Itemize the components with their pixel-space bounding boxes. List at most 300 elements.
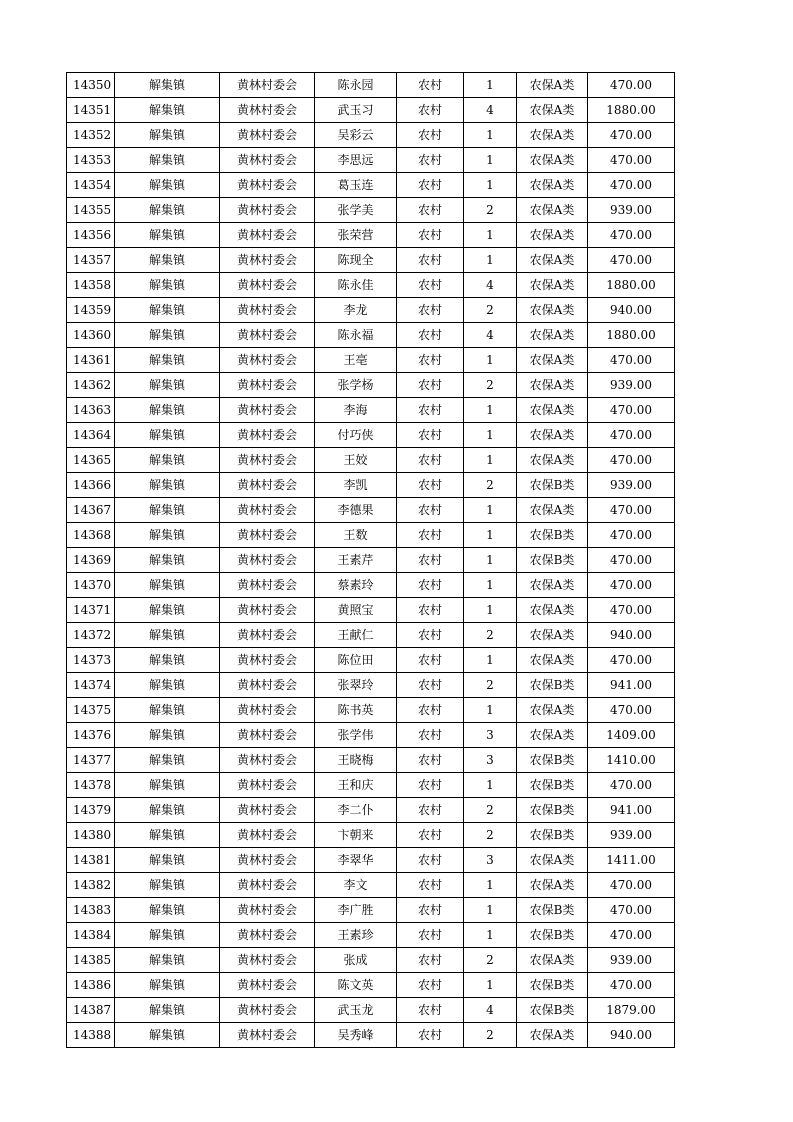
count-cell: 1	[464, 73, 517, 98]
name-cell: 陈位田	[315, 648, 397, 673]
village-cell: 黄林村委会	[220, 748, 315, 773]
town-cell: 解集镇	[115, 298, 220, 323]
category-cell: 农保B类	[517, 798, 588, 823]
row-number-cell: 14351	[67, 98, 115, 123]
amount-cell: 940.00	[588, 1023, 675, 1048]
count-cell: 2	[464, 373, 517, 398]
table-row	[67, 698, 675, 723]
type-cell: 农村	[397, 848, 464, 873]
amount-cell: 939.00	[588, 948, 675, 973]
category-cell: 农保A类	[517, 248, 588, 273]
town-cell: 解集镇	[115, 923, 220, 948]
table-row	[67, 398, 675, 423]
name-cell: 吴彩云	[315, 123, 397, 148]
name-cell: 张成	[315, 948, 397, 973]
table-row	[67, 823, 675, 848]
row-number-cell: 14363	[67, 398, 115, 423]
count-cell: 1	[464, 398, 517, 423]
table-row	[67, 298, 675, 323]
category-cell: 农保A类	[517, 498, 588, 523]
table-row	[67, 873, 675, 898]
town-cell: 解集镇	[115, 448, 220, 473]
amount-cell: 470.00	[588, 698, 675, 723]
amount-cell: 470.00	[588, 348, 675, 373]
village-cell: 黄林村委会	[220, 623, 315, 648]
table-row	[67, 998, 675, 1023]
count-cell: 3	[464, 723, 517, 748]
type-cell: 农村	[397, 548, 464, 573]
category-cell: 农保A类	[517, 598, 588, 623]
count-cell: 1	[464, 548, 517, 573]
name-cell: 武玉龙	[315, 998, 397, 1023]
count-cell: 2	[464, 1023, 517, 1048]
count-cell: 1	[464, 773, 517, 798]
row-number-cell: 14374	[67, 673, 115, 698]
town-cell: 解集镇	[115, 798, 220, 823]
category-cell: 农保A类	[517, 448, 588, 473]
type-cell: 农村	[397, 748, 464, 773]
count-cell: 4	[464, 98, 517, 123]
town-cell: 解集镇	[115, 548, 220, 573]
amount-cell: 1411.00	[588, 848, 675, 873]
village-cell: 黄林村委会	[220, 973, 315, 998]
type-cell: 农村	[397, 898, 464, 923]
amount-cell: 470.00	[588, 498, 675, 523]
name-cell: 王姣	[315, 448, 397, 473]
count-cell: 3	[464, 848, 517, 873]
name-cell: 王亳	[315, 348, 397, 373]
village-cell: 黄林村委会	[220, 873, 315, 898]
village-cell: 黄林村委会	[220, 273, 315, 298]
table-row	[67, 848, 675, 873]
category-cell: 农保A类	[517, 173, 588, 198]
category-cell: 农保A类	[517, 73, 588, 98]
name-cell: 王献仁	[315, 623, 397, 648]
name-cell: 武玉习	[315, 98, 397, 123]
count-cell: 1	[464, 923, 517, 948]
category-cell: 农保B类	[517, 898, 588, 923]
count-cell: 1	[464, 973, 517, 998]
village-cell: 黄林村委会	[220, 923, 315, 948]
name-cell: 李德果	[315, 498, 397, 523]
type-cell: 农村	[397, 223, 464, 248]
category-cell: 农保A类	[517, 573, 588, 598]
count-cell: 1	[464, 123, 517, 148]
count-cell: 1	[464, 148, 517, 173]
amount-cell: 470.00	[588, 573, 675, 598]
table-row	[67, 673, 675, 698]
type-cell: 农村	[397, 598, 464, 623]
row-number-cell: 14364	[67, 423, 115, 448]
table-row	[67, 373, 675, 398]
table-row	[67, 923, 675, 948]
town-cell: 解集镇	[115, 673, 220, 698]
type-cell: 农村	[397, 573, 464, 598]
category-cell: 农保A类	[517, 98, 588, 123]
table-row	[67, 773, 675, 798]
name-cell: 陈文英	[315, 973, 397, 998]
town-cell: 解集镇	[115, 98, 220, 123]
village-cell: 黄林村委会	[220, 948, 315, 973]
row-number-cell: 14379	[67, 798, 115, 823]
amount-cell: 470.00	[588, 523, 675, 548]
amount-cell: 470.00	[588, 73, 675, 98]
town-cell: 解集镇	[115, 1023, 220, 1048]
type-cell: 农村	[397, 673, 464, 698]
row-number-cell: 14358	[67, 273, 115, 298]
village-cell: 黄林村委会	[220, 448, 315, 473]
row-number-cell: 14370	[67, 573, 115, 598]
village-cell: 黄林村委会	[220, 823, 315, 848]
village-cell: 黄林村委会	[220, 398, 315, 423]
village-cell: 黄林村委会	[220, 573, 315, 598]
village-cell: 黄林村委会	[220, 248, 315, 273]
type-cell: 农村	[397, 823, 464, 848]
category-cell: 农保B类	[517, 473, 588, 498]
table-row	[67, 198, 675, 223]
town-cell: 解集镇	[115, 223, 220, 248]
category-cell: 农保A类	[517, 398, 588, 423]
row-number-cell: 14362	[67, 373, 115, 398]
type-cell: 农村	[397, 798, 464, 823]
category-cell: 农保A类	[517, 198, 588, 223]
amount-cell: 941.00	[588, 673, 675, 698]
town-cell: 解集镇	[115, 648, 220, 673]
name-cell: 李广胜	[315, 898, 397, 923]
village-cell: 黄林村委会	[220, 148, 315, 173]
category-cell: 农保B类	[517, 773, 588, 798]
table-row	[67, 723, 675, 748]
row-number-cell: 14385	[67, 948, 115, 973]
amount-cell: 939.00	[588, 198, 675, 223]
village-cell: 黄林村委会	[220, 998, 315, 1023]
amount-cell: 470.00	[588, 898, 675, 923]
count-cell: 1	[464, 248, 517, 273]
row-number-cell: 14360	[67, 323, 115, 348]
amount-cell: 940.00	[588, 623, 675, 648]
name-cell: 王晓梅	[315, 748, 397, 773]
village-cell: 黄林村委会	[220, 898, 315, 923]
row-number-cell: 14381	[67, 848, 115, 873]
category-cell: 农保A类	[517, 348, 588, 373]
village-cell: 黄林村委会	[220, 348, 315, 373]
type-cell: 农村	[397, 998, 464, 1023]
table-row	[67, 623, 675, 648]
town-cell: 解集镇	[115, 773, 220, 798]
type-cell: 农村	[397, 148, 464, 173]
amount-cell: 470.00	[588, 173, 675, 198]
count-cell: 4	[464, 273, 517, 298]
row-number-cell: 14368	[67, 523, 115, 548]
count-cell: 1	[464, 173, 517, 198]
type-cell: 农村	[397, 623, 464, 648]
amount-cell: 939.00	[588, 373, 675, 398]
village-cell: 黄林村委会	[220, 548, 315, 573]
category-cell: 农保A类	[517, 623, 588, 648]
row-number-cell: 14350	[67, 73, 115, 98]
name-cell: 王素芹	[315, 548, 397, 573]
village-cell: 黄林村委会	[220, 423, 315, 448]
type-cell: 农村	[397, 948, 464, 973]
row-number-cell: 14352	[67, 123, 115, 148]
category-cell: 农保B类	[517, 673, 588, 698]
count-cell: 1	[464, 498, 517, 523]
amount-cell: 941.00	[588, 798, 675, 823]
name-cell: 陈永园	[315, 73, 397, 98]
type-cell: 农村	[397, 273, 464, 298]
village-cell: 黄林村委会	[220, 648, 315, 673]
row-number-cell: 14353	[67, 148, 115, 173]
village-cell: 黄林村委会	[220, 473, 315, 498]
village-cell: 黄林村委会	[220, 498, 315, 523]
category-cell: 农保B类	[517, 523, 588, 548]
count-cell: 2	[464, 298, 517, 323]
town-cell: 解集镇	[115, 248, 220, 273]
amount-cell: 470.00	[588, 123, 675, 148]
type-cell: 农村	[397, 1023, 464, 1048]
amount-cell: 470.00	[588, 598, 675, 623]
amount-cell: 1880.00	[588, 98, 675, 123]
amount-cell: 470.00	[588, 423, 675, 448]
count-cell: 2	[464, 673, 517, 698]
table-row	[67, 348, 675, 373]
count-cell: 2	[464, 623, 517, 648]
type-cell: 农村	[397, 98, 464, 123]
table-row	[67, 648, 675, 673]
name-cell: 陈现全	[315, 248, 397, 273]
village-cell: 黄林村委会	[220, 673, 315, 698]
village-cell: 黄林村委会	[220, 698, 315, 723]
name-cell: 李龙	[315, 298, 397, 323]
count-cell: 1	[464, 223, 517, 248]
amount-cell: 470.00	[588, 248, 675, 273]
table-row	[67, 448, 675, 473]
count-cell: 1	[464, 348, 517, 373]
amount-cell: 1880.00	[588, 323, 675, 348]
table-row	[67, 523, 675, 548]
amount-cell: 470.00	[588, 648, 675, 673]
type-cell: 农村	[397, 423, 464, 448]
table-row	[67, 323, 675, 348]
row-number-cell: 14373	[67, 648, 115, 673]
type-cell: 农村	[397, 698, 464, 723]
row-number-cell: 14356	[67, 223, 115, 248]
town-cell: 解集镇	[115, 73, 220, 98]
amount-cell: 470.00	[588, 923, 675, 948]
count-cell: 2	[464, 823, 517, 848]
row-number-cell: 14367	[67, 498, 115, 523]
count-cell: 1	[464, 448, 517, 473]
type-cell: 农村	[397, 73, 464, 98]
amount-cell: 1879.00	[588, 998, 675, 1023]
table-row	[67, 223, 675, 248]
town-cell: 解集镇	[115, 473, 220, 498]
category-cell: 农保B类	[517, 923, 588, 948]
row-number-cell: 14354	[67, 173, 115, 198]
town-cell: 解集镇	[115, 873, 220, 898]
town-cell: 解集镇	[115, 898, 220, 923]
name-cell: 李凯	[315, 473, 397, 498]
category-cell: 农保A类	[517, 873, 588, 898]
amount-cell: 470.00	[588, 773, 675, 798]
table-row	[67, 473, 675, 498]
count-cell: 1	[464, 873, 517, 898]
type-cell: 农村	[397, 448, 464, 473]
row-number-cell: 14361	[67, 348, 115, 373]
table-row	[67, 548, 675, 573]
town-cell: 解集镇	[115, 173, 220, 198]
category-cell: 农保A类	[517, 1023, 588, 1048]
name-cell: 张学伟	[315, 723, 397, 748]
amount-cell: 1409.00	[588, 723, 675, 748]
row-number-cell: 14382	[67, 873, 115, 898]
count-cell: 1	[464, 648, 517, 673]
type-cell: 农村	[397, 473, 464, 498]
row-number-cell: 14369	[67, 548, 115, 573]
data-table	[66, 72, 675, 1048]
count-cell: 4	[464, 323, 517, 348]
name-cell: 葛玉连	[315, 173, 397, 198]
name-cell: 王数	[315, 523, 397, 548]
name-cell: 王和庆	[315, 773, 397, 798]
row-number-cell: 14372	[67, 623, 115, 648]
table-row	[67, 573, 675, 598]
category-cell: 农保B类	[517, 748, 588, 773]
type-cell: 农村	[397, 773, 464, 798]
row-number-cell: 14388	[67, 1023, 115, 1048]
village-cell: 黄林村委会	[220, 1023, 315, 1048]
village-cell: 黄林村委会	[220, 73, 315, 98]
amount-cell: 940.00	[588, 298, 675, 323]
name-cell: 陈永佳	[315, 273, 397, 298]
town-cell: 解集镇	[115, 748, 220, 773]
category-cell: 农保A类	[517, 298, 588, 323]
amount-cell: 1880.00	[588, 273, 675, 298]
table-row	[67, 948, 675, 973]
row-number-cell: 14383	[67, 898, 115, 923]
village-cell: 黄林村委会	[220, 523, 315, 548]
village-cell: 黄林村委会	[220, 598, 315, 623]
town-cell: 解集镇	[115, 398, 220, 423]
count-cell: 4	[464, 998, 517, 1023]
count-cell: 1	[464, 898, 517, 923]
village-cell: 黄林村委会	[220, 723, 315, 748]
count-cell: 2	[464, 798, 517, 823]
count-cell: 1	[464, 573, 517, 598]
town-cell: 解集镇	[115, 723, 220, 748]
row-number-cell: 14386	[67, 973, 115, 998]
town-cell: 解集镇	[115, 123, 220, 148]
table-body	[67, 73, 675, 1048]
town-cell: 解集镇	[115, 198, 220, 223]
type-cell: 农村	[397, 248, 464, 273]
type-cell: 农村	[397, 173, 464, 198]
type-cell: 农村	[397, 498, 464, 523]
category-cell: 农保B类	[517, 823, 588, 848]
count-cell: 1	[464, 698, 517, 723]
row-number-cell: 14359	[67, 298, 115, 323]
row-number-cell: 14378	[67, 773, 115, 798]
amount-cell: 470.00	[588, 973, 675, 998]
name-cell: 陈书英	[315, 698, 397, 723]
count-cell: 2	[464, 198, 517, 223]
category-cell: 农保A类	[517, 373, 588, 398]
name-cell: 吴秀峰	[315, 1023, 397, 1048]
type-cell: 农村	[397, 873, 464, 898]
amount-cell: 1410.00	[588, 748, 675, 773]
town-cell: 解集镇	[115, 348, 220, 373]
category-cell: 农保A类	[517, 148, 588, 173]
table-row	[67, 73, 675, 98]
count-cell: 1	[464, 598, 517, 623]
village-cell: 黄林村委会	[220, 373, 315, 398]
town-cell: 解集镇	[115, 948, 220, 973]
village-cell: 黄林村委会	[220, 198, 315, 223]
type-cell: 农村	[397, 123, 464, 148]
type-cell: 农村	[397, 923, 464, 948]
town-cell: 解集镇	[115, 623, 220, 648]
category-cell: 农保A类	[517, 323, 588, 348]
table-row	[67, 598, 675, 623]
row-number-cell: 14375	[67, 698, 115, 723]
row-number-cell: 14387	[67, 998, 115, 1023]
amount-cell: 470.00	[588, 448, 675, 473]
count-cell: 1	[464, 423, 517, 448]
village-cell: 黄林村委会	[220, 123, 315, 148]
type-cell: 农村	[397, 648, 464, 673]
type-cell: 农村	[397, 348, 464, 373]
name-cell: 李翠华	[315, 848, 397, 873]
table-row	[67, 423, 675, 448]
village-cell: 黄林村委会	[220, 98, 315, 123]
type-cell: 农村	[397, 373, 464, 398]
town-cell: 解集镇	[115, 998, 220, 1023]
row-number-cell: 14380	[67, 823, 115, 848]
amount-cell: 939.00	[588, 823, 675, 848]
row-number-cell: 14365	[67, 448, 115, 473]
category-cell: 农保A类	[517, 223, 588, 248]
town-cell: 解集镇	[115, 823, 220, 848]
type-cell: 农村	[397, 298, 464, 323]
category-cell: 农保A类	[517, 948, 588, 973]
name-cell: 李思远	[315, 148, 397, 173]
name-cell: 王素珍	[315, 923, 397, 948]
village-cell: 黄林村委会	[220, 223, 315, 248]
name-cell: 李文	[315, 873, 397, 898]
category-cell: 农保A类	[517, 723, 588, 748]
town-cell: 解集镇	[115, 848, 220, 873]
name-cell: 张学美	[315, 198, 397, 223]
amount-cell: 470.00	[588, 548, 675, 573]
town-cell: 解集镇	[115, 148, 220, 173]
town-cell: 解集镇	[115, 523, 220, 548]
town-cell: 解集镇	[115, 598, 220, 623]
name-cell: 张翠玲	[315, 673, 397, 698]
amount-cell: 470.00	[588, 398, 675, 423]
row-number-cell: 14355	[67, 198, 115, 223]
type-cell: 农村	[397, 323, 464, 348]
name-cell: 张学杨	[315, 373, 397, 398]
category-cell: 农保A类	[517, 848, 588, 873]
name-cell: 黄照宝	[315, 598, 397, 623]
table-row	[67, 1023, 675, 1048]
village-cell: 黄林村委会	[220, 323, 315, 348]
type-cell: 农村	[397, 523, 464, 548]
village-cell: 黄林村委会	[220, 298, 315, 323]
name-cell: 卞朝来	[315, 823, 397, 848]
table-row	[67, 173, 675, 198]
category-cell: 农保A类	[517, 123, 588, 148]
